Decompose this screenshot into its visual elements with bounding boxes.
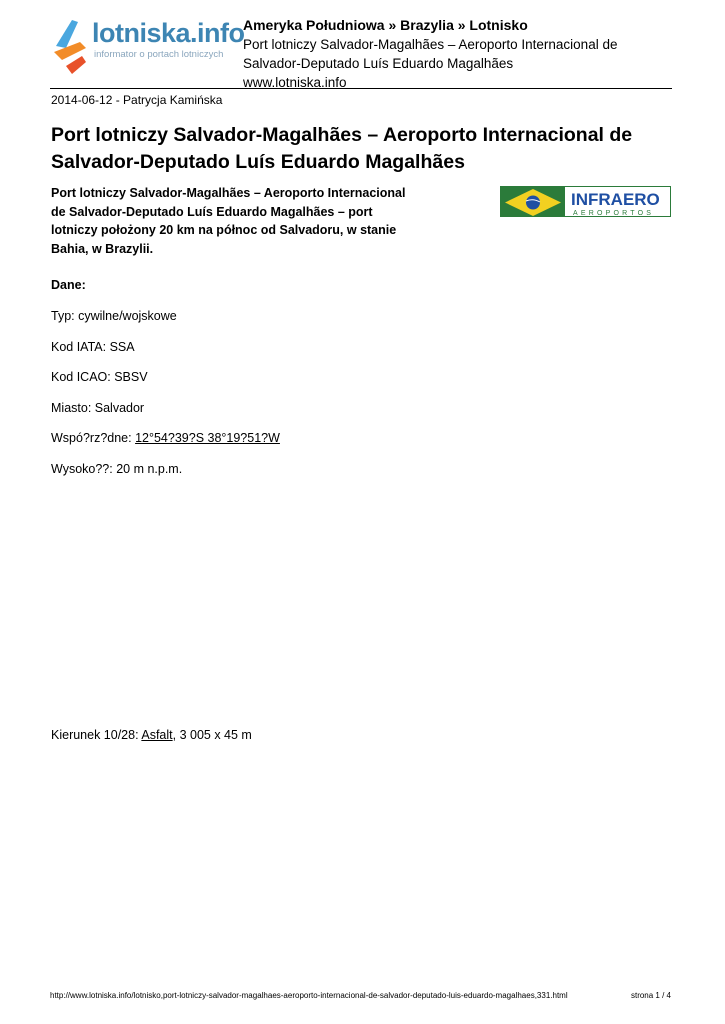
article-meta: 2014-06-12 - Patrycja Kamińska bbox=[51, 93, 223, 107]
field-elevation: Wysoko??: 20 m n.p.m. bbox=[51, 462, 183, 476]
logo-name: lotniska.info bbox=[92, 18, 245, 48]
infraero-wordmark: INFRAERO bbox=[571, 190, 660, 209]
infraero-logo-graphic bbox=[501, 187, 671, 217]
site-logo[interactable] bbox=[50, 16, 245, 80]
runway-dimensions: , 3 005 x 45 m bbox=[172, 728, 252, 742]
field-type: Typ: cywilne/wojskowe bbox=[51, 309, 177, 323]
page-title: Port lotniczy Salvador-Magalhães – Aeroporto Internacional de Salvador-Deputado Luís Eduardo Magalhães bbox=[51, 124, 633, 173]
footer-page-number: strona 1 / 4 bbox=[630, 991, 671, 1000]
field-iata: Kod IATA: SSA bbox=[51, 340, 135, 354]
field-icao: Kod ICAO: SBSV bbox=[51, 370, 148, 384]
header-site-url: www.lotniska.info bbox=[243, 75, 347, 90]
field-coordinates bbox=[51, 431, 280, 445]
plane-logo-icon bbox=[50, 16, 90, 80]
header-divider bbox=[50, 88, 672, 89]
field-city: Miasto: Salvador bbox=[51, 401, 145, 415]
logo-tagline: informator o portach lotniczych bbox=[94, 49, 224, 60]
runway-info bbox=[51, 728, 252, 742]
coordinates-link[interactable]: 12°54?39?S 38°19?51?W bbox=[135, 431, 280, 445]
surface-link[interactable]: Asfalt bbox=[141, 728, 173, 742]
runway-label: Kierunek 10/28: bbox=[51, 728, 142, 742]
infraero-subtitle: AEROPORTOS bbox=[573, 210, 655, 217]
lead-paragraph: Port lotniczy Salvador-Magalhães – Aeroporto Internacional de Salvador-Deputado Luís Eduardo Magalhães – port lotniczy położony 20 km na północ od Salvadoru, w stanie Bahia, w Brazylii. bbox=[51, 186, 406, 256]
data-heading: Dane: bbox=[51, 278, 86, 292]
header-subtitle: Port lotniczy Salvador-Magalhães – Aeroporto Internacional de Salvador-Deputado Luís Eduardo Magalhães bbox=[243, 37, 618, 71]
footer-url: http://www.lotniska.info/lotnisko,port-lotniczy-salvador-magalhaes-aeroporto-internacional-de-salvador-deputado-luis-eduardo-magalhaes,331.html bbox=[50, 991, 568, 1000]
infraero-logo bbox=[500, 186, 671, 217]
header-text bbox=[243, 16, 673, 92]
breadcrumb: Ameryka Południowa » Brazylia » Lotnisko bbox=[243, 17, 528, 33]
coordinates-label: Wspó?rz?dne: bbox=[51, 431, 136, 445]
